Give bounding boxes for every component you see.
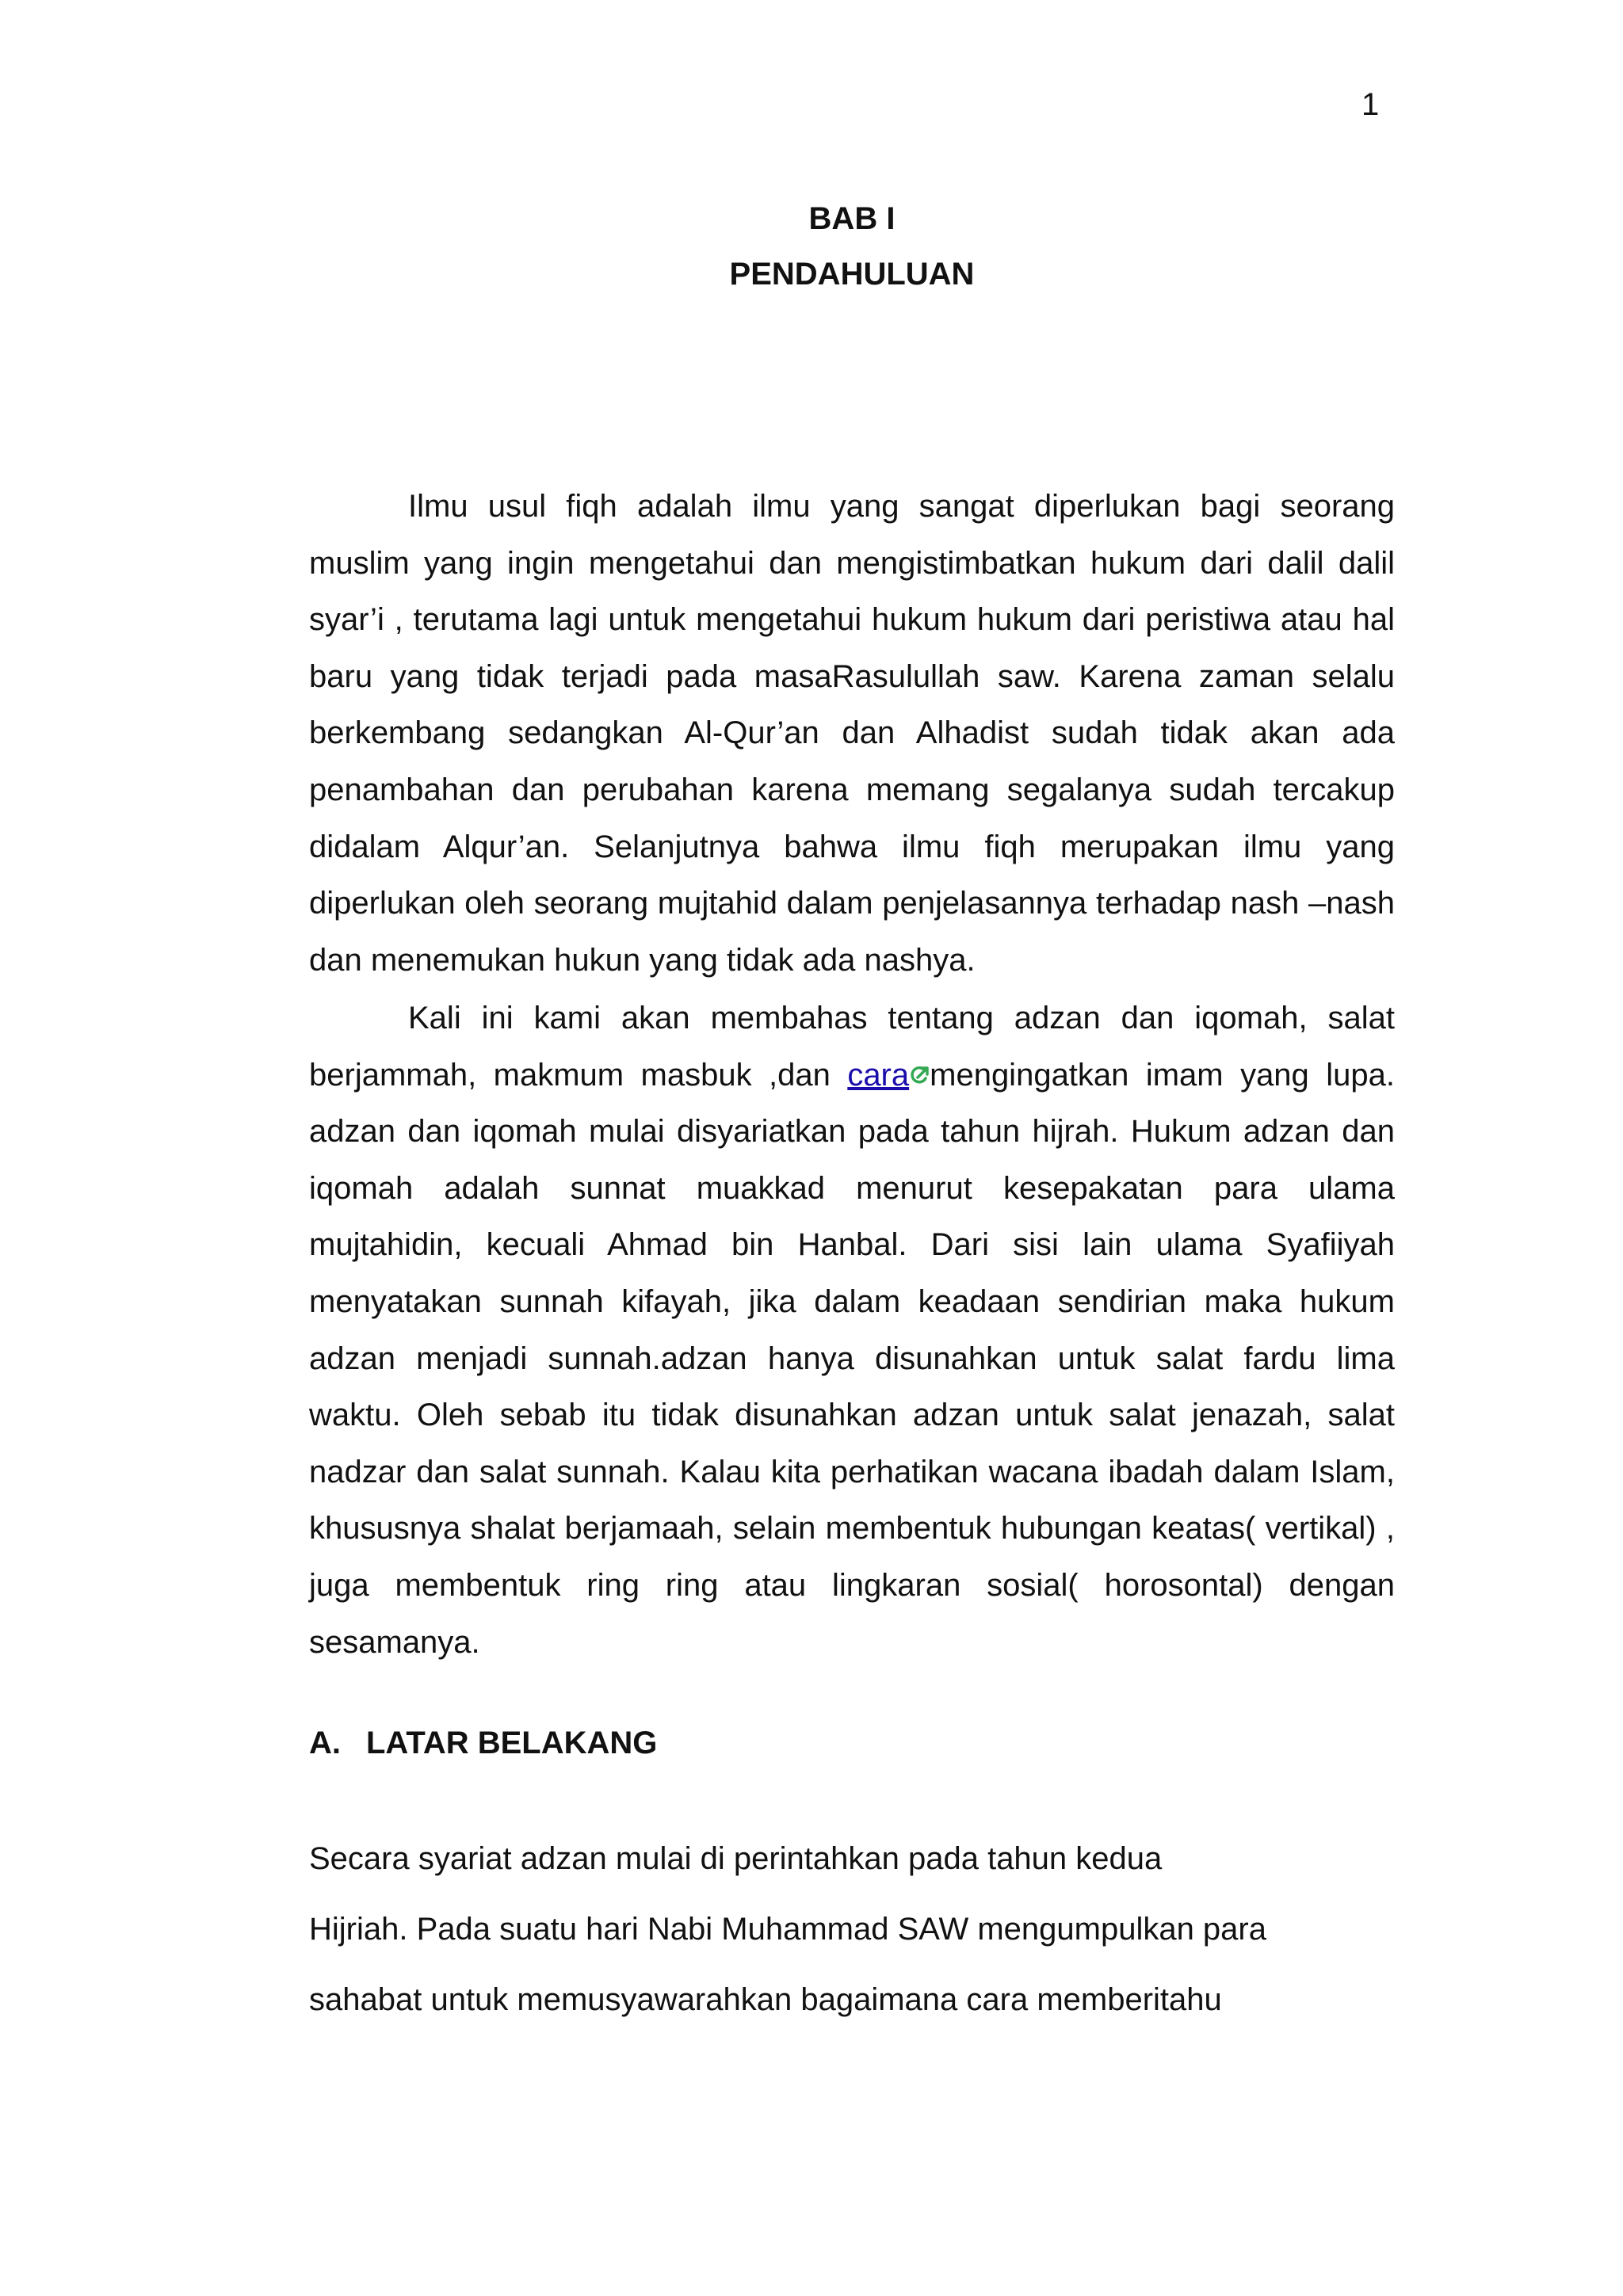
section-a-line: sahabat untuk memusyawarahkan bagaimana cara memberitahu: [309, 1982, 1222, 2017]
section-a-line: Secara syariat adzan mulai di perintahkan pada tahun kedua: [309, 1841, 1163, 1876]
section-a-heading: [309, 1724, 657, 1762]
paragraph-2-text-end: mengingatkan imam yang lupa. adzan dan iqomah mulai disyariatkan pada tahun hijrah. Hukum adzan dan iqomah adalah sunnat muakkad menurut kesepakatan para ulama mujtahidin, kecuali Ahmad bin Hanbal. Dari sisi lain ulama Syafiiyah menyatakan sunnah kifayah, jika dalam keadaan sendirian maka hukum adzan menjadi sunnah.adzan hanya disunahkan untuk salat fardu lima waktu. Oleh sebab itu tidak disunahkan adzan untuk salat jenazah, salat nadzar dan salat sunnah. Kalau kita perhatikan wacana ibadah dalam Islam, khususnya shalat berjamaah, selain membentuk hubungan keatas( vertikal) , juga membentuk ring ring atau lingkaran sosial( horosontal) dengan sesamanya.: [309, 1057, 1395, 1660]
intro-paragraph-1: Ilmu usul fiqh adalah ilmu yang sangat diperlukan bagi seorang muslim yang ingin mengetahui dan mengistimbatkan hukum dari dalil dalil syar’i , terutama lagi untuk mengetahui hukum hukum dari peristiwa atau hal baru yang tidak terjadi pada masaRasulullah saw. Karena zaman selalu berkembang sedangkan Al-Qur’an dan Alhadist sudah tidak akan ada penambahan dan perubahan karena memang segalanya sudah tercakup didalam Alqur’an. Selanjutnya bahwa ilmu fiqh merupakan ilmu yang diperlukan oleh seorang mujtahid dalam penjelasannya terhadap nash –nash dan menemukan hukun yang tidak ada nashya.: [309, 489, 1395, 978]
external-link-icon[interactable]: [909, 1049, 930, 1073]
intro-paragraph-2: [309, 990, 1395, 1671]
section-a-line: Hijriah. Pada suatu hari Nabi Muhammad SAW mengumpulkan para: [309, 1912, 1266, 1947]
paragraph-2-text-start: Kali ini kami akan membahas tentang adzan dan iqomah, salat berjammah, makmum masbuk ,dan: [309, 1001, 1395, 1093]
cara-link[interactable]: cara: [847, 1057, 910, 1093]
chapter-title: BAB I: [808, 201, 896, 236]
section-a-letter: A.: [309, 1726, 341, 1760]
page-number: 1: [1361, 87, 1380, 122]
chapter-subtitle: PENDAHULUAN: [729, 257, 975, 292]
section-a-title: LATAR BELAKANG: [366, 1726, 658, 1760]
